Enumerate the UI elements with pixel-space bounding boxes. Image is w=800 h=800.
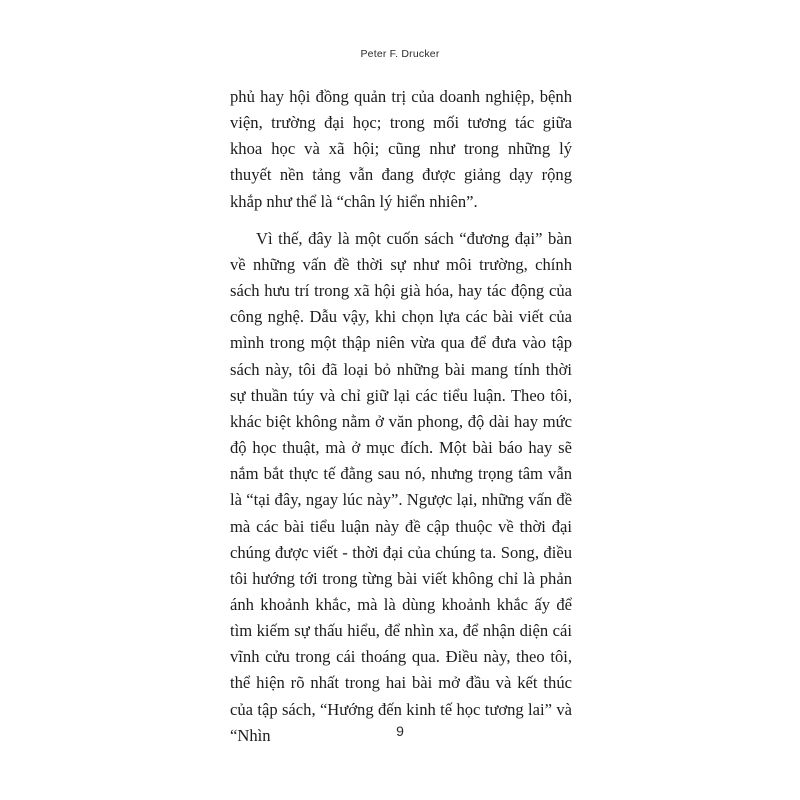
page-number: 9 bbox=[396, 723, 404, 739]
paragraph-main: Vì thế, đây là một cuốn sách “đương đại” bàn về những vấn đề thời sự như môi trường, chính sách hưu trí trong xã hội già hóa, hay tác động của công nghệ. Dẫu vậy, khi chọn lựa các bài viết của mình trong một thập niên vừa qua để đưa vào tập sách này, tôi đã loại bỏ những bài mang tính thời sự thuần túy và chỉ giữ lại các tiểu luận. Theo tôi, khác biệt không nằm ở văn phong, độ dài hay mức độ học thuật, mà ở mục đích. Một bài báo hay sẽ nắm bắt thực tế đằng sau nó, nhưng trọng tâm vẫn là “tại đây, ngay lúc này”. Ngược lại, những vấn đề mà các bài tiểu luận này đề cập thuộc về thời đại chúng được viết - thời đại của chúng ta. Song, điều tôi hướng tới trong từng bài viết không chỉ là phản ánh khoảnh khắc, mà là dùng khoảnh khắc ấy để tìm kiếm sự thấu hiểu, để nhìn xa, để nhận diện cái vĩnh cửu trong cái thoáng qua. Điều này, theo tôi, thể hiện rõ nhất trong hai bài mở đầu và kết thúc của tập sách, “Hướng đến kinh tế học tương lai” và “Nhìn bbox=[230, 228, 572, 745]
page-body bbox=[230, 84, 572, 749]
paragraph-continued: phủ hay hội đồng quản trị của doanh nghiệp, bệnh viện, trường đại học; trong mối tương tác giữa khoa học và xã hội; cũng như trong những lý thuyết nền tảng vẫn đang được giảng dạy rộng khắp như thể là “chân lý hiển nhiên”. bbox=[230, 87, 572, 211]
running-header-author: Peter F. Drucker bbox=[360, 48, 440, 60]
